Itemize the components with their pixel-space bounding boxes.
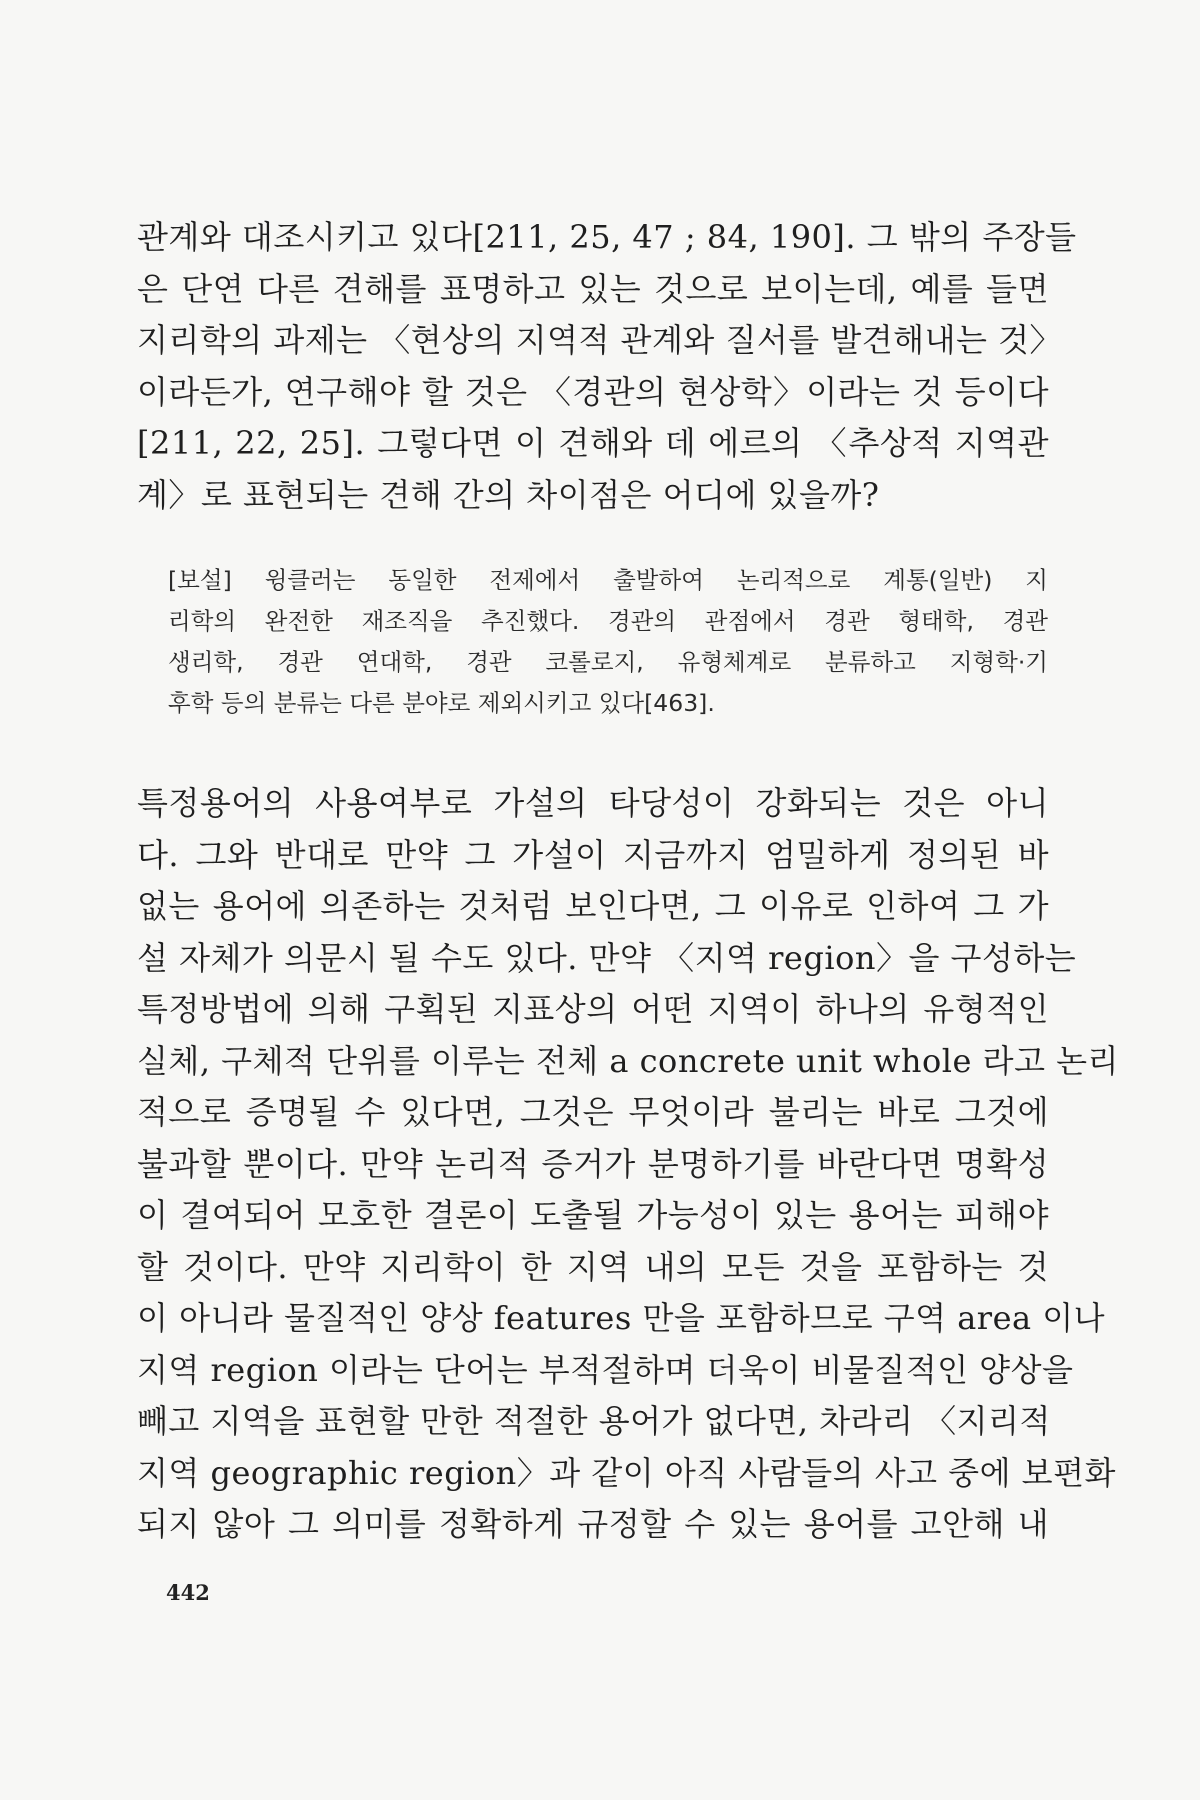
text-line: 계〉로 표현되는 견해 간의 차이점은 어디에 있을까?	[137, 475, 880, 514]
page-number: 442	[166, 1580, 210, 1605]
text-line: 이 아니라 물질적인 양상 features 만을 포함하므로 구역 area 이나	[137, 1299, 1106, 1337]
text-line: 이라든가, 연구해야 할 것은 〈경관의 현상학〉이라는 것 등이다	[137, 372, 1049, 411]
text-line: 은 단연 다른 견해를 표명하고 있는 것으로 보이는데, 예를 들면	[137, 269, 1049, 308]
text-line: 이 결여되어 모호한 결론이 도출될 가능성이 있는 용어는 피해야	[137, 1196, 1049, 1234]
text-line: 지역 geographic region〉과 같이 아직 사람들의 사고 중에 보편화	[137, 1453, 1116, 1492]
text-line: 적으로 증명될 수 있다면, 그것은 무엇이라 불리는 바로 그것에	[137, 1093, 1049, 1131]
note-line: 생리학, 경관 연대학, 경관 코롤로지, 유형체계로 분류하고 지형학·기	[168, 648, 1048, 676]
text-line: 빼고 지역을 표현할 만한 적절한 용어가 없다면, 차라리 〈지리적	[137, 1402, 1051, 1440]
text-line: 없는 용어에 의존하는 것처럼 보인다면, 그 이유로 인하여 그 가	[137, 887, 1049, 925]
note-line: 후학 등의 분류는 다른 분야로 제외시키고 있다[463].	[168, 689, 715, 717]
text-line: 지리학의 과제는 〈현상의 지역적 관계와 질서를 발견해내는 것〉	[137, 321, 1063, 359]
text-line: 설 자체가 의문시 될 수도 있다. 만약 〈지역 region〉을 구성하는	[137, 938, 1077, 977]
text-line: 관계와 대조시키고 있다[211, 25, 47 ; 84, 190]. 그 밖의 주장들	[137, 218, 1077, 256]
text-line: 특정용어의 사용여부로 가설의 타당성이 강화되는 것은 아니	[137, 784, 1049, 822]
note-line: 리학의 완전한 재조직을 추진했다. 경관의 관점에서 경관 형태학, 경관	[168, 607, 1048, 635]
note-line: [보설] 윙클러는 동일한 전제에서 출발하여 논리적으로 계통(일반) 지	[168, 566, 1048, 594]
text-line: 다. 그와 반대로 만약 그 가설이 지금까지 엄밀하게 정의된 바	[137, 835, 1049, 874]
paragraph-2	[137, 778, 1119, 1551]
text-line: 지역 region 이라는 단어는 부적절하며 더욱이 비물질적인 양상을	[137, 1350, 1074, 1389]
paragraph-1	[137, 212, 1077, 521]
supplementary-note	[168, 560, 1048, 724]
text-line: [211, 22, 25]. 그렇다면 이 견해와 데 에르의 〈추상적 지역관	[137, 424, 1049, 462]
text-line: 되지 않아 그 의미를 정확하게 규정할 수 있는 용어를 고안해 내	[137, 1505, 1049, 1543]
text-line: 불과할 뿐이다. 만약 논리적 증거가 분명하기를 바란다면 명확성	[137, 1144, 1049, 1183]
text-line: 특정방법에 의해 구획된 지표상의 어떤 지역이 하나의 유형적인	[137, 990, 1049, 1028]
text-line: 할 것이다. 만약 지리학이 한 지역 내의 모든 것을 포함하는 것	[137, 1247, 1049, 1286]
text-line: 실체, 구체적 단위를 이루는 전체 a concrete unit whole 라고 논리	[137, 1041, 1119, 1080]
